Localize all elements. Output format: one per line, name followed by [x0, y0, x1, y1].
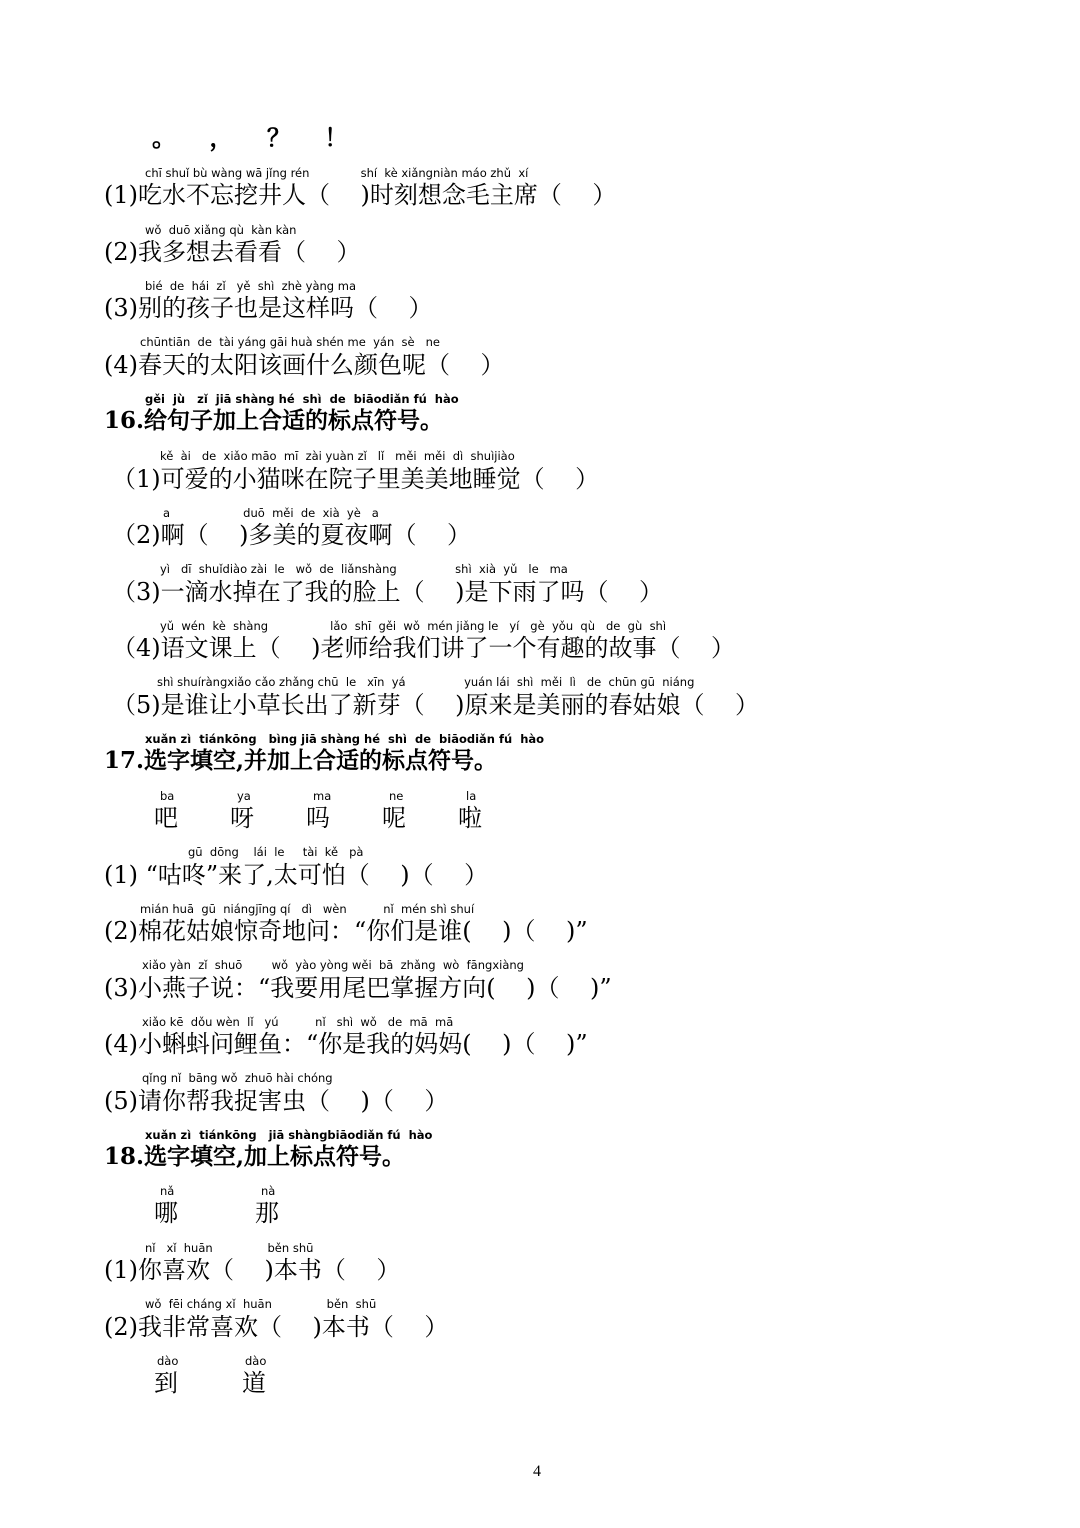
choice-pinyin: ne: [389, 789, 404, 803]
page-number: 4: [533, 1463, 541, 1480]
choice-pinyin: ya: [237, 789, 251, 803]
question-item: （4)语文课上（ )老师给我们讲了一个有趣的故事（ ）: [112, 634, 736, 662]
pinyin-line: qǐng nǐ bāng wǒ zhuō hài chóng: [142, 1071, 333, 1085]
question-item: (1) “咕咚”来了,太可怕（ )（ ）: [104, 861, 489, 889]
pinyin-line: a duō měi de xià yè a: [163, 506, 379, 520]
choice-pinyin: dào: [157, 1354, 179, 1368]
choice-character: 那: [255, 1199, 279, 1227]
choice-pinyin: nǎ: [160, 1184, 175, 1198]
pinyin-line: chūntiān de tài yáng gāi huà shén me yán sè ne: [140, 335, 440, 349]
question-item: (4)小蝌蚪问鲤鱼：“你是我的妈妈( )（ )”: [104, 1030, 588, 1058]
pinyin-line: yǔ wén kè shàng lǎo shī gěi wǒ mén jiǎng le yí gè yǒu qù de gù shì: [160, 619, 667, 633]
question-item: (3)小燕子说：“我要用尾巴掌握方向( )（ )”: [104, 974, 612, 1002]
choice-character: 呀: [230, 804, 254, 832]
question-item: （2)啊（ )多美的夏夜啊（ ）: [112, 521, 472, 549]
question-item: （5)是谁让小草长出了新芽（ )原来是美丽的春姑娘（ ）: [112, 691, 760, 719]
choice-pinyin: ma: [313, 789, 332, 803]
choice-character: 道: [242, 1369, 266, 1397]
pinyin-line: xiǎo kē dǒu wèn lǐ yú nǐ shì wǒ de mā mā: [142, 1015, 454, 1029]
section-title: 18.选字填空,加上标点符号。: [104, 1143, 406, 1170]
pinyin-line: wǒ duō xiǎng qù kàn kàn: [145, 223, 297, 237]
pinyin-line: chī shuǐ bù wàng wā jǐng rén shí kè xiǎngniàn máo zhǔ xí: [145, 166, 529, 180]
question-item: (1)吃水不忘挖井人（ )时刻想念毛主席（ ）: [104, 181, 617, 209]
pinyin-line: xiǎo yàn zǐ shuō wǒ yào yòng wěi bā zhǎng wò fāngxiàng: [142, 958, 524, 972]
choice-character: 啦: [458, 804, 482, 832]
pinyin-line: wǒ fēi cháng xǐ huān běn shū: [145, 1297, 377, 1311]
choice-character: 哪: [154, 1199, 178, 1227]
pinyin-line: shì shuíràngxiǎo cǎo zhǎng chū le xīn yá yuán lái shì měi lì de chūn gū niáng: [157, 675, 695, 689]
pinyin-line: gū dōng lái le tài kě pà: [188, 845, 364, 859]
punctuation-marks: 。 ， ？ ！: [152, 123, 349, 152]
question-item: (3)别的孩子也是这样吗（ ）: [104, 294, 433, 322]
question-item: (2)我非常喜欢（ )本书（ ）: [104, 1313, 449, 1341]
pinyin-line: mián huā gū niángjīng qí dì wèn nǐ mén shì shuí: [140, 902, 475, 916]
question-item: (2)棉花姑娘惊奇地问：“你们是谁( )（ )”: [104, 917, 588, 945]
pinyin-line: kě ài de xiǎo māo mī zài yuàn zǐ lǐ měi měi dì shuìjiào: [160, 449, 515, 463]
choice-pinyin: dào: [245, 1354, 267, 1368]
choice-pinyin: la: [466, 789, 477, 803]
section-title-pinyin: xuǎn zì tiánkōng jiā shàngbiāodiǎn fú hào: [145, 1128, 433, 1142]
section-title-pinyin: gěi jù zǐ jiā shàng hé shì de biāodiǎn fú hào: [145, 392, 459, 406]
section-title-pinyin: xuǎn zì tiánkōng bìng jiā shàng hé shì de biāodiǎn fú hào: [145, 732, 545, 746]
choice-character: 到: [154, 1369, 178, 1397]
question-item: (1)你喜欢（ )本书（ ）: [104, 1256, 401, 1284]
section-title: 17.选字填空,并加上合适的标点符号。: [104, 747, 498, 774]
question-item: (4)春天的太阳该画什么颜色呢（ ）: [104, 351, 505, 379]
pinyin-line: bié de hái zǐ yě shì zhè yàng ma: [145, 279, 356, 293]
choice-pinyin: nà: [261, 1184, 276, 1198]
question-item: （3)一滴水掉在了我的脸上（ )是下雨了吗（ ）: [112, 578, 664, 606]
choice-character: 吧: [154, 804, 178, 832]
question-item: (5)请你帮我捉害虫（ )（ ）: [104, 1087, 449, 1115]
pinyin-line: nǐ xǐ huān běn shū: [145, 1241, 314, 1255]
choice-character: 吗: [306, 804, 330, 832]
section-title: 16.给句子加上合适的标点符号。: [104, 407, 444, 434]
choice-character: 呢: [382, 804, 406, 832]
choice-pinyin: ba: [160, 789, 175, 803]
question-item: (2)我多想去看看（ ）: [104, 238, 361, 266]
question-item: （1)可爱的小猫咪在院子里美美地睡觉（ ）: [112, 465, 600, 493]
pinyin-line: yì dī shuǐdiào zài le wǒ de liǎnshàng shì xià yǔ le ma: [160, 562, 568, 576]
